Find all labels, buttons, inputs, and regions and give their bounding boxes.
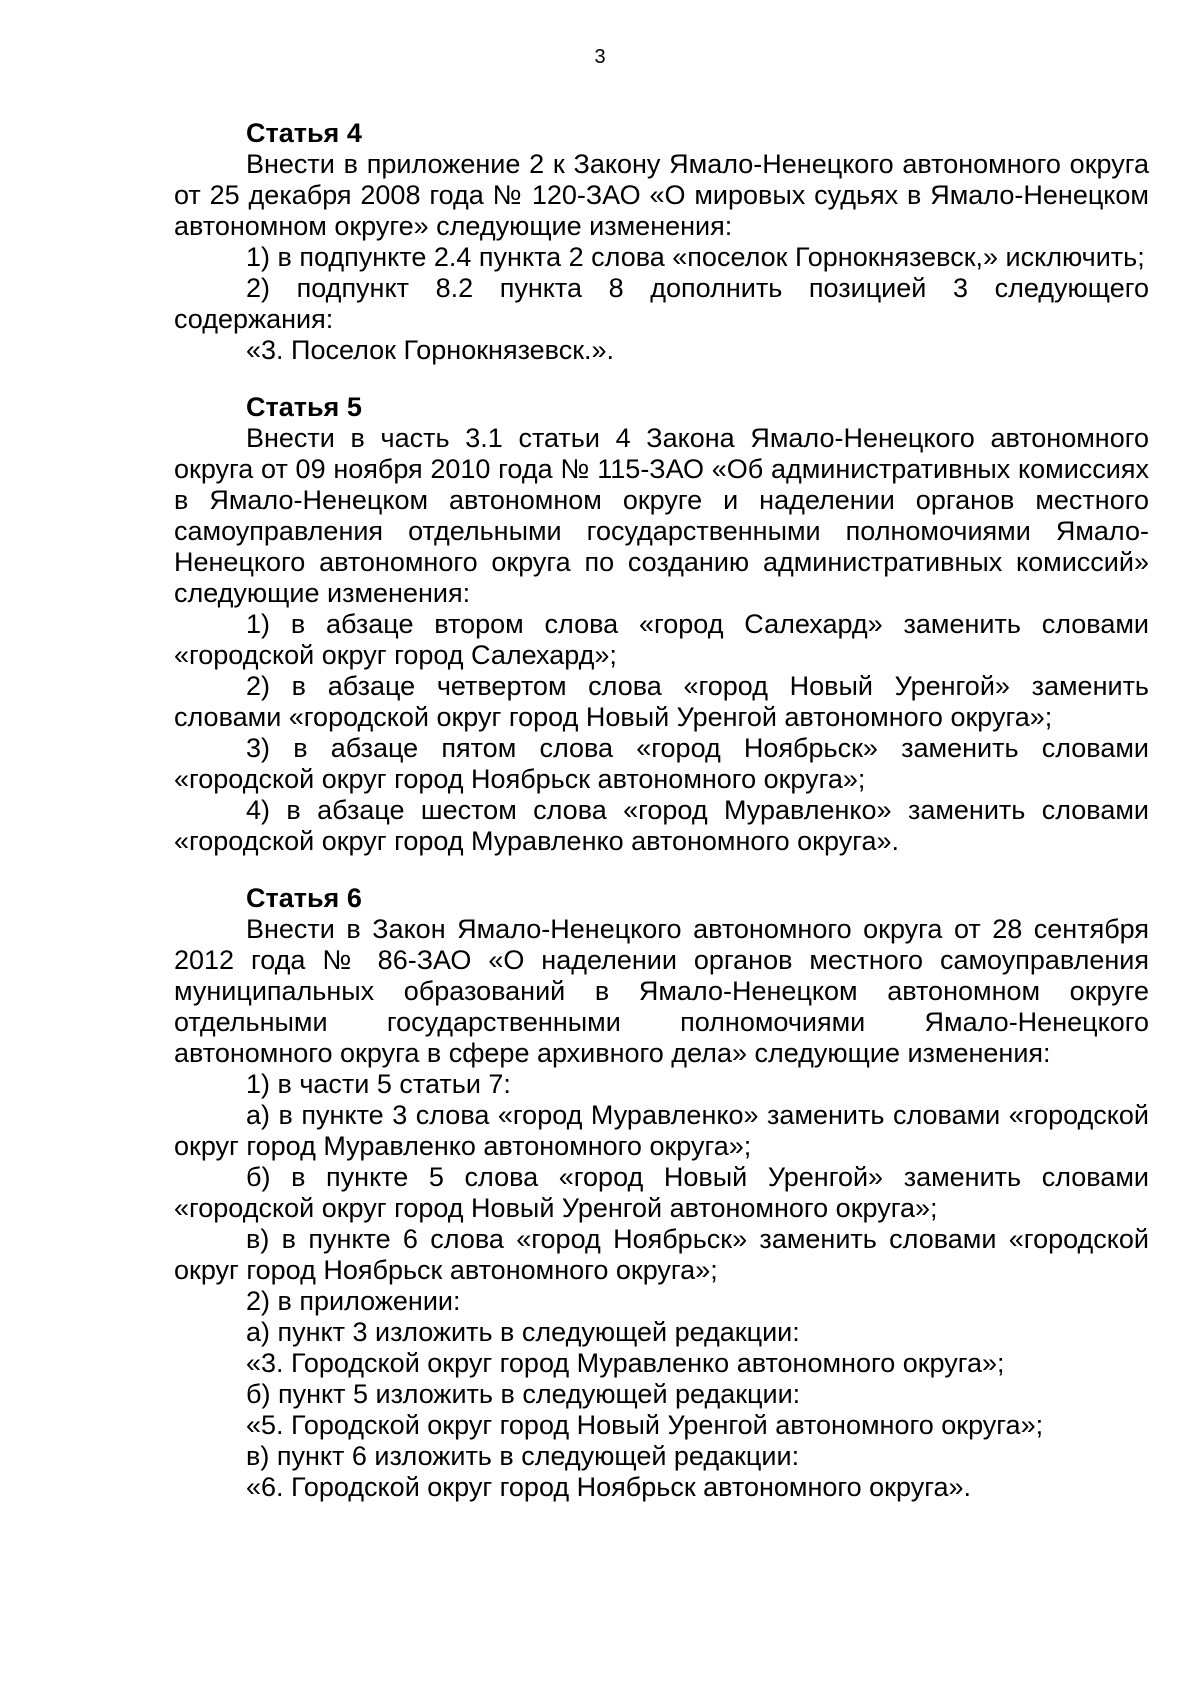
article-paragraph: 4) в абзаце шестом слова «город Муравленко» заменить словами «городской округ город Муравленко автономного округа». — [174, 795, 1149, 856]
article-paragraph: «6. Городской округ город Ноябрьск автономного округа». — [246, 1472, 971, 1502]
article-4 — [174, 118, 1149, 366]
article-paragraph: Внести в часть 3.1 статьи 4 Закона Ямало-Ненецкого автономного округа от 09 ноября 2010 года № 115-ЗАО «Об административных комиссиях в Ямало-Ненецком автономном округе и наделении органов местного самоуправления отдельными государственными полномочиями Ямало-Ненецкого автономного округа по созданию административных комиссий» следующие изменения: — [174, 423, 1149, 608]
article-paragraph: «3. Городской округ город Муравленко автономного округа»; — [246, 1348, 1005, 1378]
article-paragraph: в) в пункте 6 слова «город Ноябрьск» заменить словами «городской округ город Ноябрьск автономного округа»; — [174, 1224, 1149, 1285]
article-heading: Статья 4 — [246, 118, 362, 148]
article-paragraph: «3. Поселок Горнокнязевск.». — [246, 335, 615, 365]
article-5 — [174, 392, 1149, 857]
article-paragraph: б) в пункте 5 слова «город Новый Уренгой» заменить словами «городской округ город Новый Уренгой автономного округа»; — [174, 1162, 1149, 1223]
article-paragraph: 2) подпункт 8.2 пункта 8 дополнить позицией 3 следующего содержания: — [174, 273, 1149, 334]
article-paragraph: Внести в приложение 2 к Закону Ямало-Ненецкого автономного округа от 25 декабря 2008 года № 120-ЗАО «О мировых судьях в Ямало-Ненецком автономном округе» следующие изменения: — [174, 149, 1149, 241]
article-paragraph: 2) в абзаце четвертом слова «город Новый Уренгой» заменить словами «городской округ город Новый Уренгой автономного округа»; — [174, 671, 1149, 732]
article-paragraph: 1) в части 5 статьи 7: — [246, 1069, 511, 1099]
article-paragraph: «5. Городской округ город Новый Уренгой автономного округа»; — [246, 1410, 1044, 1440]
article-paragraph: 1) в абзаце втором слова «город Салехард» заменить словами «городской округ город Салехард»; — [174, 609, 1149, 670]
article-paragraph: 1) в подпункте 2.4 пункта 2 слова «поселок Горнокнязевск,» исключить; — [246, 242, 1145, 272]
document-body — [174, 118, 1149, 1529]
page-number: 3 — [594, 46, 606, 68]
article-paragraph: а) пункт 3 изложить в следующей редакции: — [246, 1317, 800, 1347]
article-paragraph: б) пункт 5 изложить в следующей редакции: — [246, 1379, 801, 1409]
article-paragraph: 3) в абзаце пятом слова «город Ноябрьск» заменить словами «городской округ город Ноябрьск автономного округа»; — [174, 733, 1149, 794]
article-heading: Статья 6 — [246, 883, 362, 913]
article-6 — [174, 883, 1149, 1503]
article-paragraph: Внести в Закон Ямало-Ненецкого автономного округа от 28 сентября 2012 года № 86-ЗАО «О наделении органов местного самоуправления муниципальных образований в Ямало-Ненецком автономном округе отдельными государственными полномочиями Ямало-Ненецкого автономного округа в сфере архивного дела» следующие изменения: — [174, 914, 1149, 1068]
article-paragraph: а) в пункте 3 слова «город Муравленко» заменить словами «городской округ город Муравленко автономного округа»; — [174, 1100, 1149, 1161]
article-paragraph: в) пункт 6 изложить в следующей редакции: — [246, 1441, 800, 1471]
article-heading: Статья 5 — [246, 392, 362, 422]
article-paragraph: 2) в приложении: — [246, 1286, 461, 1316]
